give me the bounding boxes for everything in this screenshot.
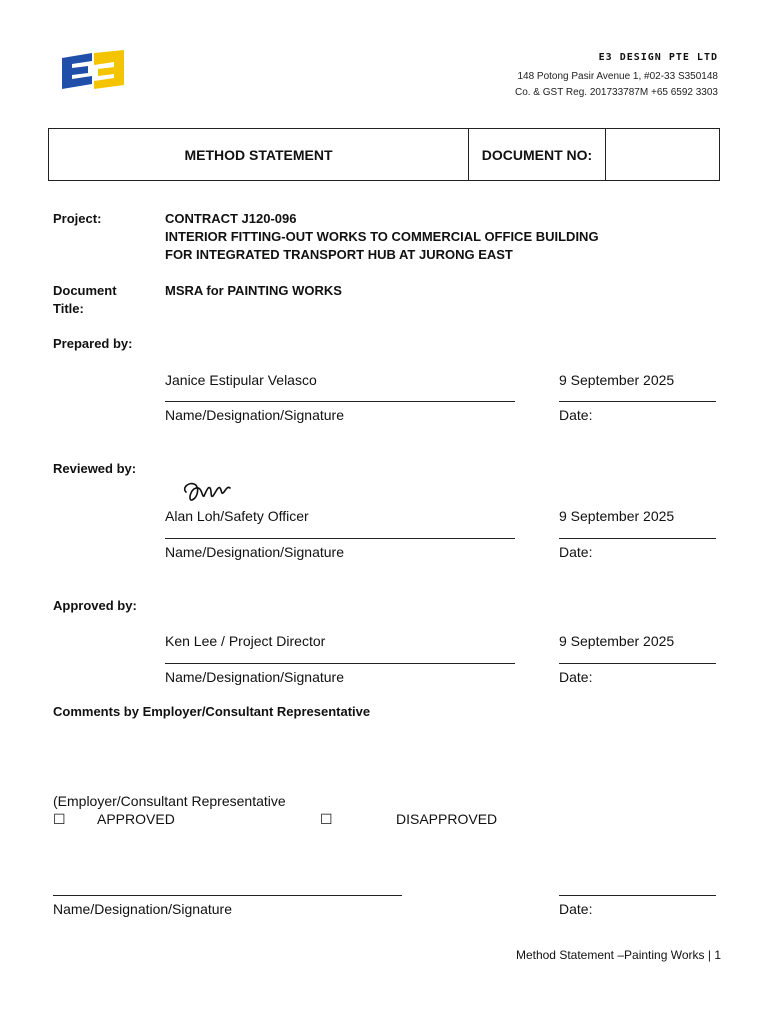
- representative-name-rule: [53, 895, 402, 896]
- disapproved-option-label: DISAPPROVED: [396, 811, 498, 827]
- reviewed-date: 9 September 2025: [559, 508, 675, 524]
- disapproved-checkbox[interactable]: ☐: [320, 811, 333, 827]
- prepared-date-caption: Date:: [559, 407, 593, 423]
- approved-date-caption: Date:: [559, 669, 593, 685]
- prepared-name: Janice Estipular Velasco: [165, 372, 317, 388]
- approved-date-rule: [559, 663, 716, 664]
- reviewed-date-caption: Date:: [559, 544, 593, 560]
- approved-checkbox[interactable]: ☐: [53, 811, 66, 827]
- reviewed-label: Reviewed by:: [53, 461, 137, 476]
- project-contract: CONTRACT J120-096: [165, 211, 297, 226]
- company-logo: [62, 50, 124, 90]
- prepared-date: 9 September 2025: [559, 372, 675, 388]
- reviewed-name-rule: [165, 538, 515, 539]
- footer-text: Method Statement –Painting Works: [515, 948, 705, 962]
- representative-name-caption: Name/Designation/Signature: [53, 901, 232, 917]
- comments-heading: Comments by Employer/Consultant Representative: [53, 704, 371, 719]
- representative-date-rule: [559, 895, 716, 896]
- company-address: 148 Potong Pasir Avenue 1, #02-33 S350148: [517, 71, 718, 82]
- company-name: E3 DESIGN PTE LTD: [598, 52, 718, 63]
- prepared-date-rule: [559, 401, 716, 402]
- document-title-label-1: Document: [53, 283, 117, 298]
- approved-date: 9 September 2025: [559, 633, 675, 649]
- approved-label: Approved by:: [53, 598, 137, 613]
- reviewer-signature: [180, 478, 234, 506]
- document-header-table: [48, 128, 720, 181]
- representative-date-caption: Date:: [559, 901, 593, 917]
- prepared-name-rule: [165, 401, 515, 402]
- document-no-label-cell: DOCUMENT NO:: [469, 129, 606, 181]
- approved-name-rule: [165, 663, 515, 664]
- page-footer: [516, 947, 721, 963]
- prepared-name-caption: Name/Designation/Signature: [165, 407, 344, 423]
- document-title-label-2: Title:: [53, 301, 84, 316]
- document-no-value-cell: [606, 129, 720, 181]
- reviewed-date-rule: [559, 538, 716, 539]
- reviewed-name: Alan Loh/Safety Officer: [165, 508, 309, 524]
- approved-name-caption: Name/Designation/Signature: [165, 669, 344, 685]
- approved-name: Ken Lee / Project Director: [165, 633, 326, 649]
- approved-option-label: APPROVED: [97, 811, 175, 827]
- footer-page-number: 1: [714, 948, 721, 962]
- representative-label: (Employer/Consultant Representative: [53, 793, 286, 809]
- company-registration: Co. & GST Reg. 201733787M +65 6592 3303: [514, 87, 718, 98]
- project-label: Project:: [53, 211, 102, 226]
- prepared-label: Prepared by:: [53, 336, 133, 351]
- reviewed-name-caption: Name/Designation/Signature: [165, 544, 344, 560]
- project-line-1: INTERIOR FITTING-OUT WORKS TO COMMERCIAL OFFICE BUILDING: [165, 229, 599, 244]
- method-statement-cell: METHOD STATEMENT: [49, 129, 469, 181]
- project-line-2: FOR INTEGRATED TRANSPORT HUB AT JURONG EAST: [165, 247, 513, 262]
- document-title-value: MSRA for PAINTING WORKS: [165, 283, 342, 298]
- footer-separator: |: [707, 948, 711, 962]
